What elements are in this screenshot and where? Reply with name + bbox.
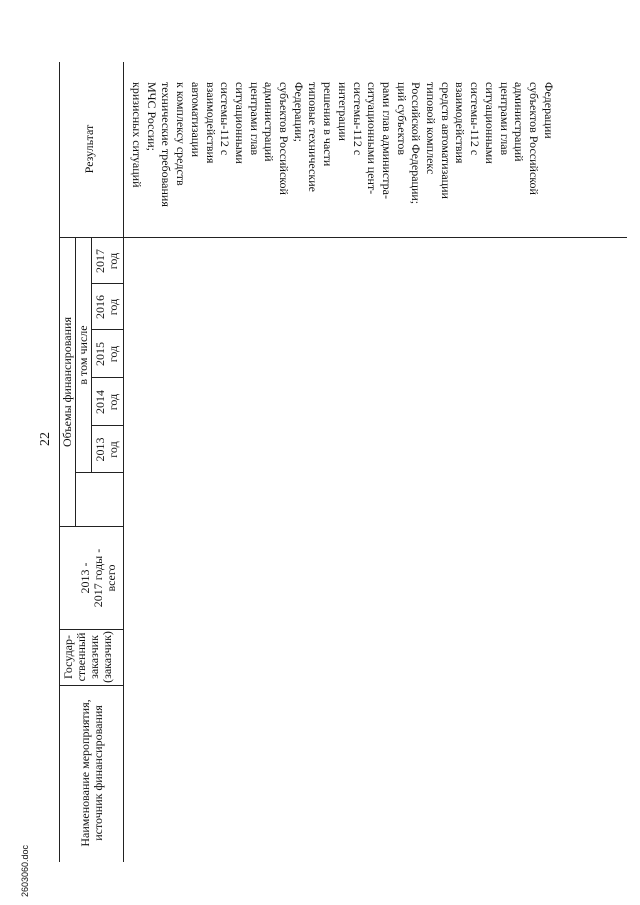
header-year-2014: 2014 год (93, 390, 120, 414)
result-text-line: ситуационными (482, 82, 497, 164)
sep-total-years (59, 526, 123, 527)
result-text-line: взаимодействия (203, 82, 218, 164)
result-text-line: решения в части (321, 82, 336, 167)
header-year-2015: 2015 год (93, 342, 120, 366)
result-text-line: средств автоматизации (438, 82, 453, 199)
result-text-line: системы-112 с (468, 82, 483, 156)
header-activity: Наименование мероприятия, источник финансирования (78, 699, 105, 847)
result-text-line: взаимодействия (453, 82, 468, 164)
result-text-line: центрами глав (247, 82, 262, 156)
result-text-line: системы-112 с (350, 82, 365, 156)
result-text-line: кризисных ситуаций (130, 82, 144, 188)
result-text-line: к комплексу средств (174, 82, 189, 186)
result-text-line: Федерации (541, 82, 556, 139)
result-text-line: типовые технические (306, 82, 321, 192)
header-year-2016: 2016 год (93, 295, 120, 319)
result-text-line: технические требования (159, 82, 174, 207)
result-text-line: ситуационными цент- (365, 82, 380, 195)
document-filename: 2603060.doc (20, 844, 30, 897)
header-total: 2013 - 2017 годы - всего (78, 548, 118, 608)
page-number: 22 (38, 432, 53, 446)
result-text-line: Российской Федерации; (409, 82, 424, 205)
sep-result-body (123, 237, 627, 238)
result-text-line: центрами глав (497, 82, 512, 156)
result-text-line: Федерации; (291, 82, 306, 143)
header-including: в том числе (76, 325, 90, 385)
result-text-line: субъектов Российской (526, 82, 541, 195)
result-text-line: МЧС России; (144, 82, 159, 151)
including-rule (91, 238, 92, 473)
result-text-line: интеграции (335, 82, 350, 141)
header-funding-volumes: Объемы финансирования (60, 317, 74, 447)
header-customer: Государ- ственный заказчик (заказчик) (61, 631, 114, 683)
result-text-line: субъектов Российской (277, 82, 291, 195)
header-bottom-rule (123, 62, 124, 862)
header-year-2017: 2017 год (93, 249, 120, 273)
result-text-line: ситуационными (232, 82, 247, 164)
header-result: Результат (82, 124, 96, 174)
sep-activity-customer (59, 685, 123, 686)
header-year-2013: 2013 год (93, 437, 120, 462)
result-text-line: рами глав администра- (379, 82, 394, 199)
result-text-line: администраций (262, 82, 277, 162)
table-top-rule (59, 62, 60, 862)
result-text-line: типовой комплекс (424, 82, 438, 175)
result-text-line: автоматизации (188, 82, 203, 158)
result-text-line: системы-112 с (218, 82, 233, 156)
result-text-line: ций субъектов (394, 82, 409, 156)
result-text-line: администраций (512, 82, 527, 162)
